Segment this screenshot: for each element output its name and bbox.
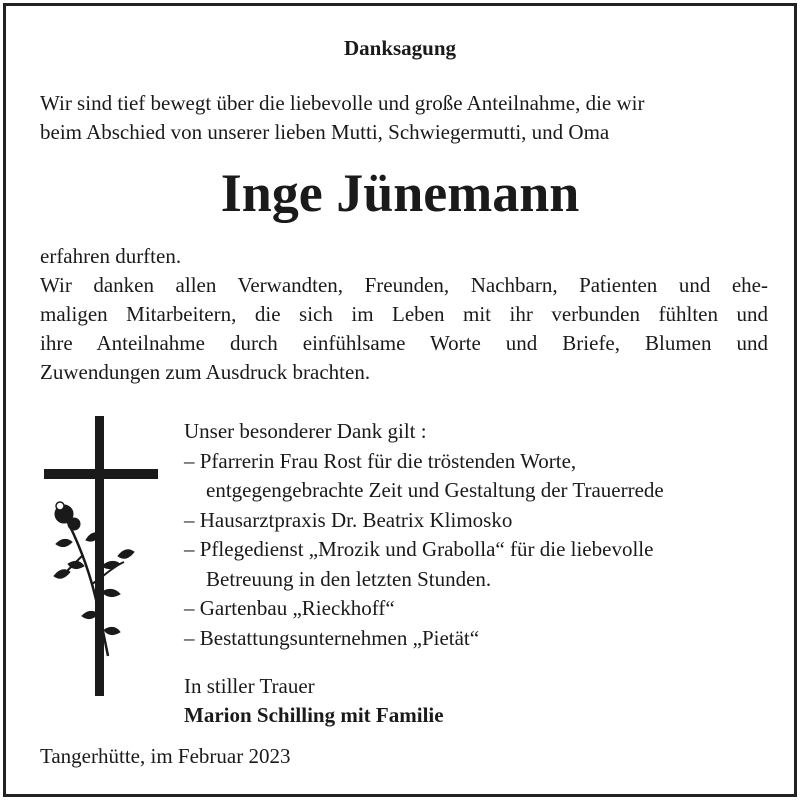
thanks-line-3: maligen Mitarbeitern, die sich im Leben mit ihr verbunden fühlten und <box>40 302 768 326</box>
special-thanks-intro: Unser besonderer Dank gilt : <box>184 419 427 443</box>
list-item-continuation: Betreuung in den letzten Stunden. <box>206 566 492 591</box>
intro-paragraph <box>40 89 768 147</box>
thanks-line-4: ihre Anteilnahme durch einfühlsame Worte und Briefe, Blumen und <box>40 331 768 355</box>
mourning-family: Marion Schilling mit Familie <box>184 703 444 727</box>
list-item: – Hausarztpraxis Dr. Beatrix Klimosko <box>184 507 513 532</box>
intro-line-2: beim Abschied von unserer lieben Mutti, Schwiegermutti, und Oma <box>40 120 610 144</box>
mourning-line: In stiller Trauer <box>184 674 315 698</box>
deceased-name: Inge Jünemann <box>220 163 580 223</box>
list-item-continuation: entgegengebrachte Zeit und Gestaltung der Trauerrede <box>206 478 664 502</box>
cross-vertical-beam <box>95 416 104 696</box>
list-item: – Pflegedienst „Mrozik und Grabolla“ für die liebevolle <box>184 537 654 561</box>
thanks-line-5: Zuwendungen zum Ausdruck brachten. <box>40 360 371 384</box>
mourning-block <box>184 672 444 730</box>
obituary-notice <box>3 3 797 797</box>
intro-line-1: Wir sind tief bewegt über die liebevolle und große Anteilnahme, die wir <box>40 91 645 115</box>
cross-with-rose-icon <box>42 416 162 701</box>
list-item: – Pfarrerin Frau Rost für die tröstenden Worte, <box>184 448 577 473</box>
rose-icon <box>54 502 134 656</box>
list-item: – Gartenbau „Rieckhoff“ <box>184 596 395 620</box>
special-thanks-list <box>184 417 784 653</box>
thanks-line-2: Wir danken allen Verwandten, Freunden, Nachbarn, Patienten und ehe- <box>40 273 768 297</box>
thanks-paragraph <box>40 242 768 387</box>
place-date: Tangerhütte, im Februar 2023 <box>40 744 291 768</box>
list-item: – Bestattungsunternehmen „Pietät“ <box>184 625 480 650</box>
heading: Danksagung <box>343 36 457 60</box>
cross-horizontal-beam <box>44 469 158 479</box>
thanks-line-1: erfahren durften. <box>40 244 182 268</box>
